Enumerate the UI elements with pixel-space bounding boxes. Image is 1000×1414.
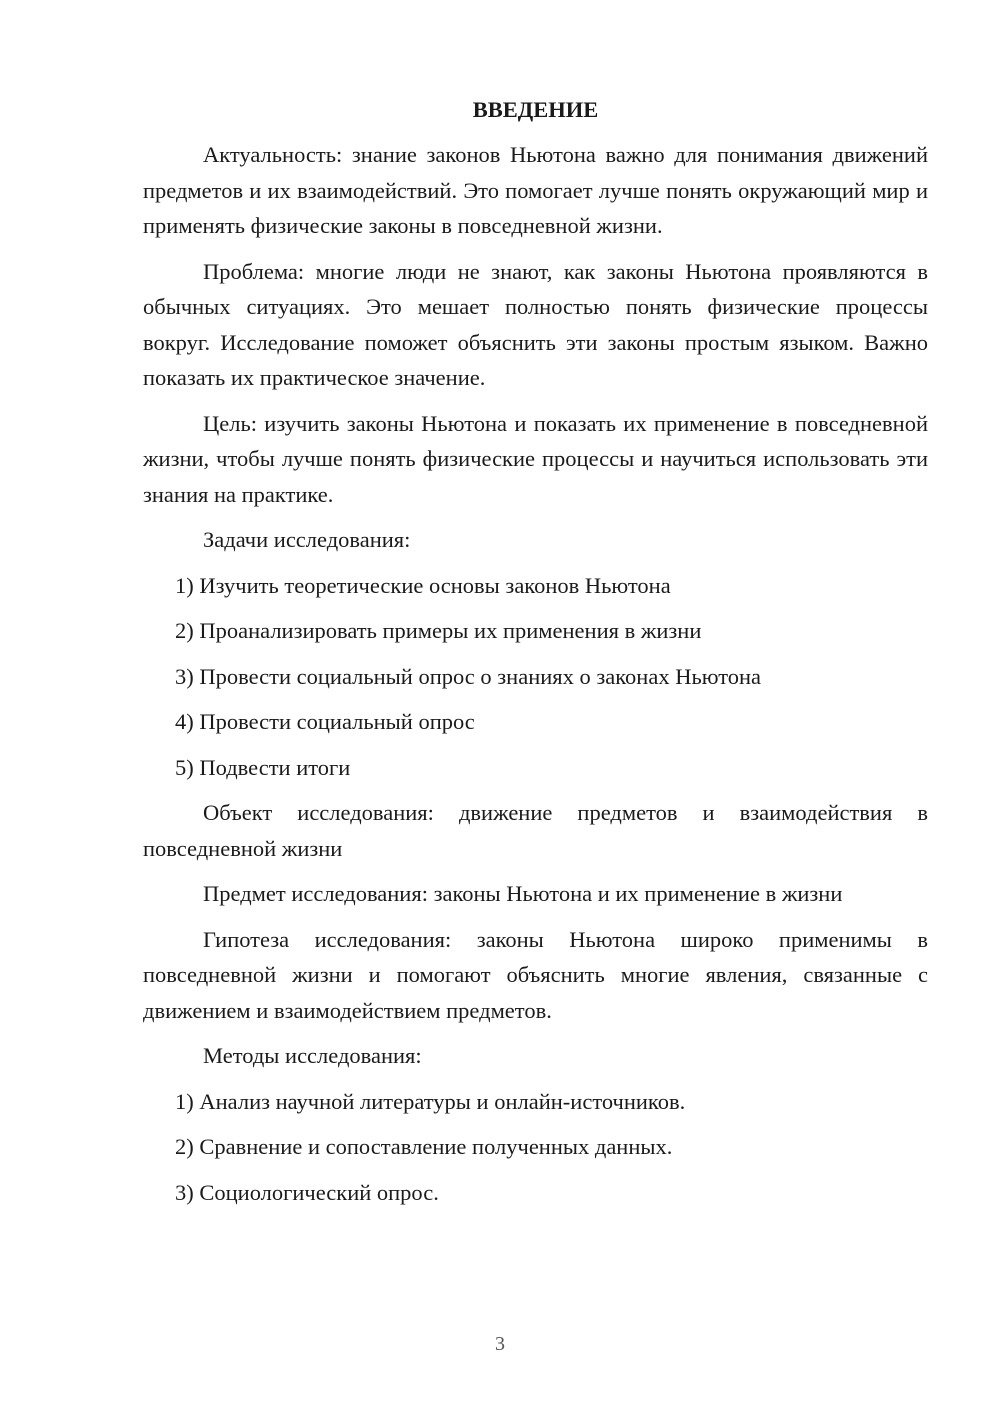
page-number: 3 xyxy=(495,1333,505,1355)
method-item: 1) Анализ научной литературы и онлайн-источников. xyxy=(175,1088,686,1114)
method-item: 3) Социологический опрос. xyxy=(175,1179,439,1205)
document-body xyxy=(143,92,928,1220)
problem-paragraph: Проблема: многие люди не знают, как законы Ньютона проявляются в обычных ситуациях. Это мешает полностью понять физические процессы вокруг. Исследование поможет объяснить эти законы простым языком. Важно показать их практическое значение. xyxy=(143,258,928,390)
tasks-heading: Задачи исследования: xyxy=(203,527,411,552)
relevance-paragraph: Актуальность: знание законов Ньютона важно для понимания движений предметов и их взаимодействий. Это помогает лучше понять окружающий мир и применять физические законы в повседневной жизни. xyxy=(143,142,928,238)
goal-paragraph: Цель: изучить законы Ньютона и показать их применение в повседневной жизни, чтобы лучше понять физические процессы и научиться использовать эти знания на практике. xyxy=(143,410,928,507)
task-item: 1) Изучить теоретические основы законов Ньютона xyxy=(175,572,671,598)
section-title: ВВЕДЕНИЕ xyxy=(472,97,599,122)
method-item: 2) Сравнение и сопоставление полученных данных. xyxy=(175,1134,673,1159)
methods-heading: Методы исследования: xyxy=(203,1043,422,1068)
task-item: 5) Подвести итоги xyxy=(175,754,351,780)
object-paragraph: Объект исследования: движение предметов и взаимодействия в повседневной жизни xyxy=(143,800,928,861)
hypothesis-paragraph: Гипотеза исследования: законы Ньютона широко применимы в повседневной жизни и помогают объяснить многие явления, связанные с движением и взаимодействием предметов. xyxy=(143,926,928,1023)
task-item: 4) Провести социальный опрос xyxy=(175,709,475,734)
task-item: 3) Провести социальный опрос о знаниях о законах Ньютона xyxy=(175,663,762,689)
task-item: 2) Проанализировать примеры их применения в жизни xyxy=(175,618,702,643)
subject-paragraph: Предмет исследования: законы Ньютона и их применение в жизни xyxy=(203,881,843,906)
